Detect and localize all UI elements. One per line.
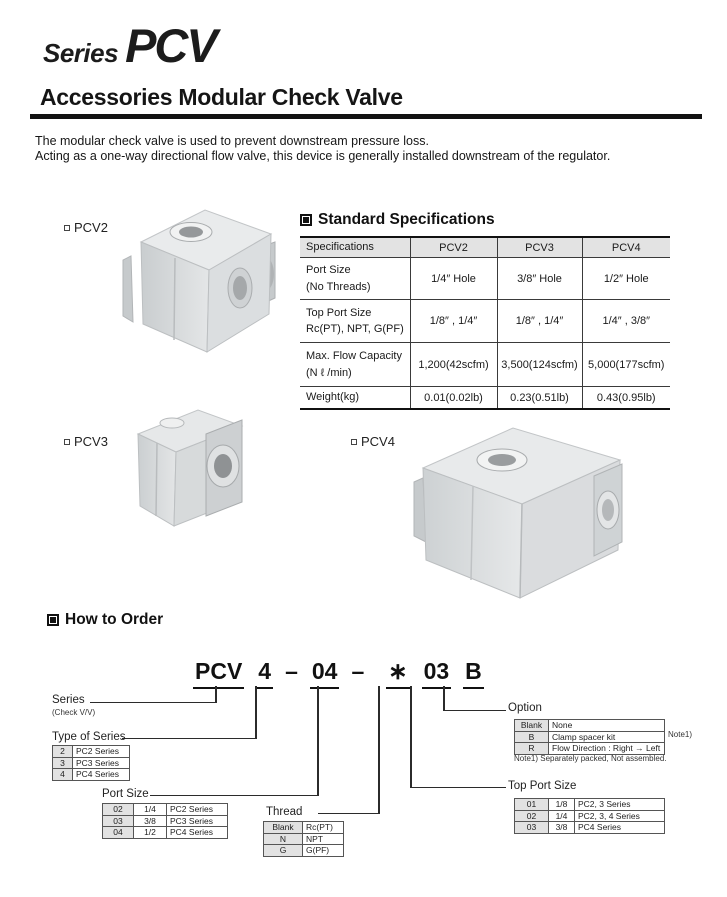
option-note-marker: Note1) (668, 730, 693, 739)
square-bullet-icon (64, 225, 70, 231)
type-of-series-table (52, 745, 130, 781)
code-dash: – (285, 658, 298, 684)
code-series: PCV (193, 658, 244, 689)
pcv2-label-text: PCV2 (74, 220, 108, 235)
mini-cell: PC2 Series (167, 804, 228, 816)
section-bullet-icon (47, 614, 59, 626)
mini-cell: N (264, 833, 303, 845)
table-row (300, 387, 670, 410)
mini-cell: 1/2 (134, 827, 167, 839)
spec-section-heading (300, 211, 495, 229)
mini-cell: 3/8 (134, 815, 167, 827)
table-row (515, 743, 665, 755)
spec-col-header: PCV4 (582, 237, 670, 258)
mini-cell: G(PF) (303, 845, 344, 857)
spec-cell: 1/4″ , 3/8″ (582, 300, 670, 343)
mini-cell: 1/8 (549, 799, 575, 811)
mini-cell: B (515, 731, 549, 743)
table-row (103, 804, 228, 816)
table-row (300, 343, 670, 387)
spec-cell: 1/4″ Hole (410, 258, 497, 300)
option-note: Note1) Separately packed, Not assembled. (514, 754, 667, 763)
mini-cell: 03 (515, 822, 549, 834)
spec-row-label-line2: Rc(PT), NPT, G(PF) (306, 323, 404, 335)
spec-cell: 0.01(0.02lb) (410, 387, 497, 410)
spec-row-label-line2: (No Threads) (306, 280, 371, 293)
pcv3-label (64, 434, 108, 449)
table-row (515, 810, 665, 822)
mini-cell: Blank (515, 720, 549, 732)
thread-table (263, 821, 344, 857)
type-of-series-label: Type of Series (52, 731, 126, 743)
spec-table (300, 236, 670, 410)
mini-cell: PC2 Series (73, 746, 130, 758)
spec-row-label-line2: (N ℓ /min) (306, 366, 352, 379)
mini-cell: Rc(PT) (303, 822, 344, 834)
table-row (53, 757, 130, 769)
page-title (43, 18, 216, 73)
leader-line-port-size (317, 686, 319, 796)
order-section-title: How to Order (65, 611, 164, 628)
leader-line-top-port (410, 686, 412, 788)
mini-cell: PC3 Series (73, 757, 130, 769)
mini-cell: PC4 Series (73, 769, 130, 781)
leader-line-option (443, 686, 445, 711)
top-port-size-label: Top Port Size (508, 780, 577, 792)
section-bullet-icon (300, 214, 312, 226)
leader-line-option (443, 710, 506, 712)
code-port-size: 04 (310, 658, 340, 689)
spec-row-label: Weight(kg) (306, 391, 359, 404)
spec-cell: 1/8″ , 1/4″ (410, 300, 497, 343)
option-table (514, 719, 665, 755)
mini-cell: NPT (303, 833, 344, 845)
leader-line-series (90, 702, 216, 704)
series-name: PCV (125, 19, 216, 72)
code-type: 4 (256, 658, 273, 689)
leader-line-series (215, 686, 217, 703)
mini-cell: Blank (264, 822, 303, 834)
table-row (300, 258, 670, 300)
mini-cell: 3/8 (549, 822, 575, 834)
spec-cell: 3/8″ Hole (497, 258, 582, 300)
pcv3-product-image (110, 398, 260, 540)
code-option: B (463, 658, 484, 689)
leader-line-type (255, 686, 257, 739)
code-dash: – (351, 658, 365, 684)
mini-cell: PC2, 3 Series (575, 799, 665, 811)
mini-cell: PC3 Series (167, 815, 228, 827)
pcv2-label (64, 220, 108, 235)
series-word: Series (43, 38, 119, 68)
table-row (515, 731, 665, 743)
port-size-label: Port Size (102, 788, 149, 800)
intro-text (35, 134, 610, 163)
pcv4-label-text: PCV4 (361, 434, 395, 449)
spec-col-header: PCV3 (497, 237, 582, 258)
spec-row-label-line1: Top Port Size (306, 306, 372, 319)
table-row (53, 746, 130, 758)
table-row (103, 827, 228, 839)
pcv4-product-image (398, 418, 648, 608)
thread-label: Thread (266, 806, 303, 818)
mini-cell: Clamp spacer kit (549, 731, 665, 743)
mini-cell: 4 (53, 769, 73, 781)
spec-row-label (300, 258, 410, 300)
code-thread: ∗ (386, 658, 409, 689)
pcv2-product-image (103, 200, 293, 365)
spec-row-label-line1: Max. Flow Capacity (306, 350, 402, 362)
table-row (264, 845, 344, 857)
mini-cell: 02 (515, 810, 549, 822)
mini-cell: PC2, 3, 4 Series (575, 810, 665, 822)
spec-col-header: PCV2 (410, 237, 497, 258)
table-row (103, 815, 228, 827)
spec-cell: 5,000(177scfm) (582, 343, 670, 387)
intro-line-1: The modular check valve is used to prevent downstream pressure loss. (35, 134, 429, 148)
spec-section-title: Standard Specifications (318, 211, 495, 228)
spec-cell: 0.23(0.51lb) (497, 387, 582, 410)
leader-line-port-size (150, 795, 318, 797)
mini-cell: 3 (53, 757, 73, 769)
mini-cell: PC4 Series (575, 822, 665, 834)
mini-cell: 02 (103, 804, 134, 816)
spec-row-label-line1: Port Size (306, 264, 351, 276)
pcv3-label-text: PCV3 (74, 434, 108, 449)
mini-cell: 04 (103, 827, 134, 839)
mini-cell: Flow Direction : Right → Left (549, 743, 665, 755)
square-bullet-icon (351, 439, 357, 445)
leader-line-top-port (410, 787, 506, 789)
mini-cell: None (549, 720, 665, 732)
spec-cell: 1,200(42scfm) (410, 343, 497, 387)
leader-line-thread (318, 813, 379, 815)
mini-cell: 03 (103, 815, 134, 827)
port-size-table (102, 803, 228, 839)
series-leader-label: Series (52, 694, 85, 706)
mini-cell: 2 (53, 746, 73, 758)
square-bullet-icon (64, 439, 70, 445)
top-port-size-table (514, 798, 665, 834)
page-subtitle: Accessories Modular Check Valve (40, 84, 403, 110)
mini-cell: 1/4 (549, 810, 575, 822)
option-label: Option (508, 702, 542, 714)
spec-cell: 3,500(124scfm) (497, 343, 582, 387)
spec-cell: 1/8″ , 1/4″ (497, 300, 582, 343)
order-code (193, 658, 484, 689)
spec-cell: 0.43(0.95lb) (582, 387, 670, 410)
spec-cell: 1/2″ Hole (582, 258, 670, 300)
mini-cell: PC4 Series (167, 827, 228, 839)
table-row (515, 720, 665, 732)
series-leader-sublabel: (Check V/V) (52, 708, 96, 717)
table-row (53, 769, 130, 781)
table-row (300, 300, 670, 343)
table-row (264, 833, 344, 845)
table-row (264, 822, 344, 834)
table-row (515, 799, 665, 811)
code-top-port: 03 (422, 658, 452, 689)
leader-line-thread (378, 686, 380, 814)
spec-row-label (300, 300, 410, 343)
mini-cell: 1/4 (134, 804, 167, 816)
spec-header-row (300, 237, 670, 258)
header-rule (30, 114, 702, 119)
pcv4-label (351, 434, 395, 449)
intro-line-2: Acting as a one-way directional flow valve, this device is generally installed downstream of the regulator. (35, 148, 611, 163)
mini-cell: R (515, 743, 549, 755)
order-section-heading (47, 611, 163, 629)
spec-row-label (300, 343, 410, 387)
leader-line-type (122, 738, 256, 740)
mini-cell: G (264, 845, 303, 857)
table-row (515, 822, 665, 834)
mini-cell: 01 (515, 799, 549, 811)
spec-col-header: Specifications (300, 237, 410, 258)
